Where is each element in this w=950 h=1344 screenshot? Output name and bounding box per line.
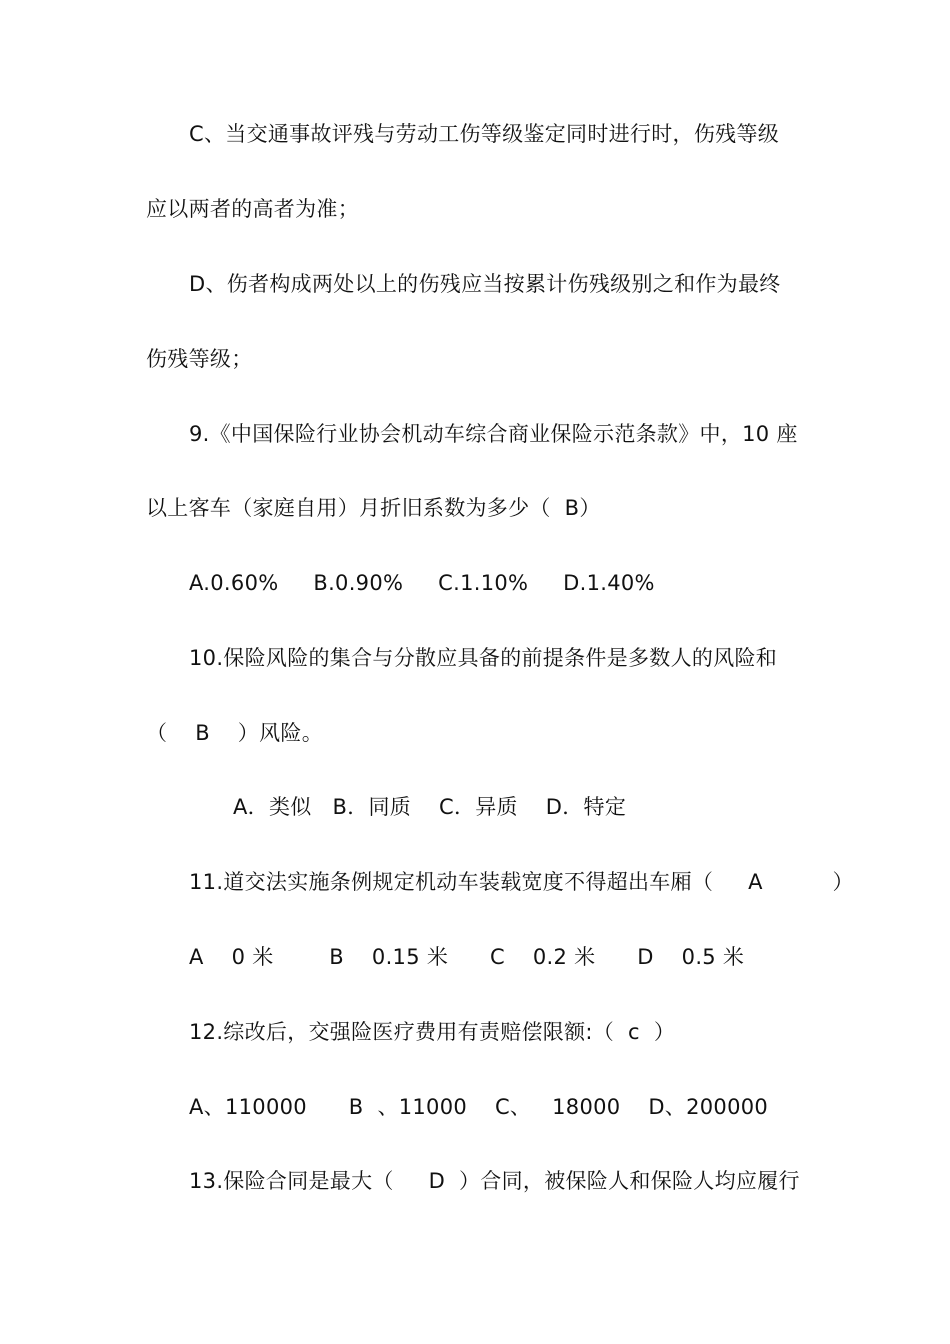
question-11: 11.道交法实施条例规定机动车装载宽度不得超出车厢（ A ） <box>189 870 854 894</box>
options-10: A．类似 B．同质 C．异质 D．特定 <box>233 795 627 819</box>
question-12: 12.综改后，交强险医疗费用有责赔偿限额:（ c ） <box>189 1020 676 1044</box>
options-11: A 0 米 B 0.15 米 C 0.2 米 D 0.5 米 <box>189 945 745 969</box>
text-line: D、伤者构成两处以上的伤残应当按累计伤残级别之和作为最终 <box>189 272 781 296</box>
text-line: 伤残等级； <box>146 347 253 371</box>
question-10: 10.保险风险的集合与分散应具备的前提条件是多数人的风险和 <box>189 646 778 670</box>
text-line: 以上客车（家庭自用）月折旧系数为多少（ B） <box>146 496 601 520</box>
text-line: 应以两者的高者为准； <box>146 197 359 221</box>
text-line: （ B ）风险。 <box>146 721 324 745</box>
question-13: 13.保险合同是最大（ D ）合同，被保险人和保险人均应履行 <box>189 1169 800 1193</box>
options-9: A.0.60% B.0.90% C.1.10% D.1.40% <box>189 571 655 595</box>
text-line: C、当交通事故评残与劳动工伤等级鉴定同时进行时，伤残等级 <box>189 122 780 146</box>
question-9: 9.《中国保险行业协会机动车综合商业保险示范条款》中，10 座 <box>189 422 798 446</box>
options-12: A、110000 B 、11000 C、 18000 D、200000 <box>189 1095 769 1119</box>
